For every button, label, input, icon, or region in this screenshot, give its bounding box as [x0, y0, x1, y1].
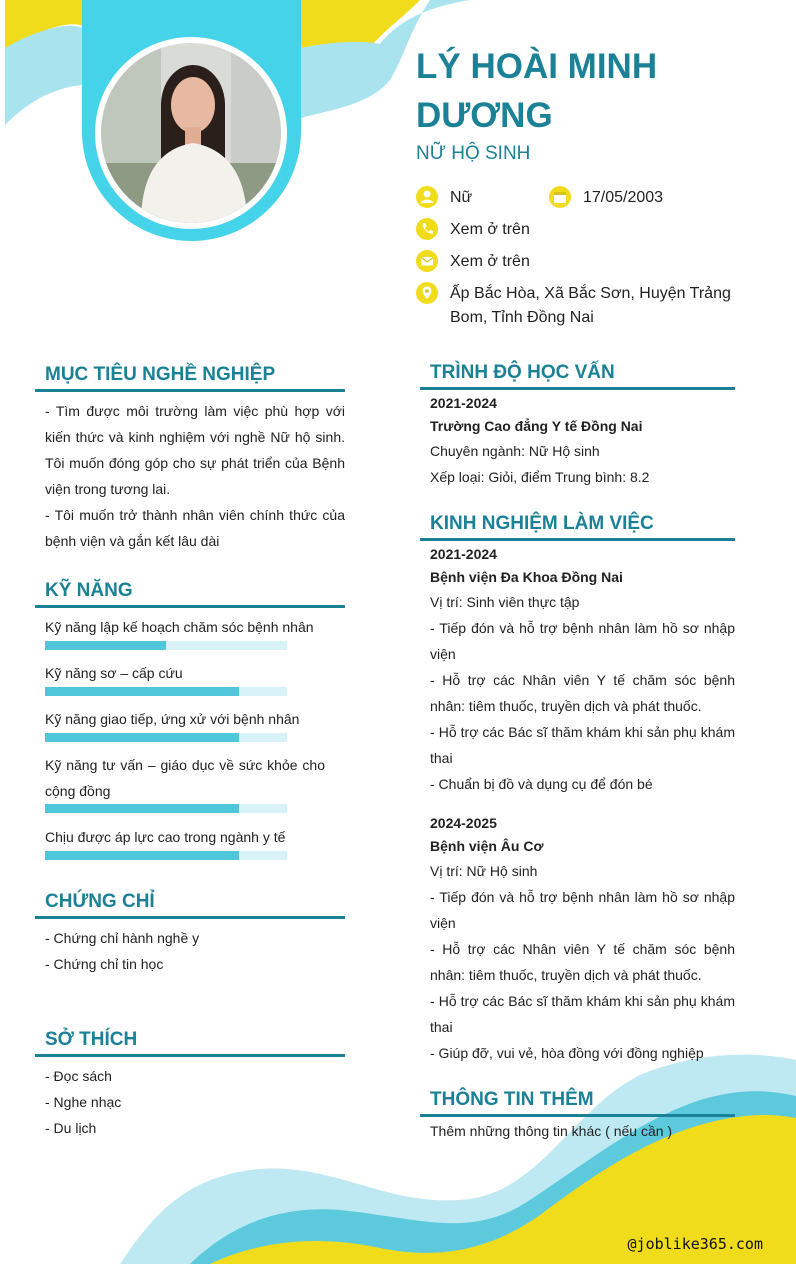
experience-title: KINH NGHIỆM LÀM VIỆC	[420, 513, 735, 541]
skill-label: Kỹ năng giao tiếp, ứng xử với bệnh nhân	[45, 711, 300, 727]
experience-job	[430, 543, 735, 797]
address-row	[416, 282, 766, 330]
location-pin-icon	[416, 282, 438, 304]
birthdate-row	[549, 186, 663, 210]
skills-title: KỸ NĂNG	[35, 580, 345, 608]
skill-bar	[45, 851, 287, 860]
phone-row	[416, 218, 530, 242]
footer-handle: @joblike365.com	[627, 1235, 763, 1253]
education-period: 2021-2024	[430, 395, 497, 411]
job-task: - Chuẩn bị đồ và dụng cụ để đón bé	[430, 776, 653, 792]
objective-title: MỤC TIÊU NGHỀ NGHIỆP	[35, 364, 345, 392]
job-title: NỮ HỘ SINH	[416, 143, 531, 164]
birthdate-value: 17/05/2003	[583, 189, 664, 206]
education-block	[430, 392, 735, 490]
job-task: - Giúp đỡ, vui vẻ, hòa đồng với đồng nghiệp	[430, 1045, 704, 1061]
additional-info-text: Thêm những thông tin khác ( nếu cần )	[430, 1123, 673, 1139]
experience-job	[430, 812, 735, 1066]
job-company: Bệnh viện Âu Cơ	[430, 838, 544, 854]
skill-bar-fill	[45, 687, 239, 696]
skill-bar-fill	[45, 641, 166, 650]
objective-text	[45, 398, 345, 554]
gender-value: Nữ	[450, 189, 473, 206]
certificate-item: - Chứng chỉ tin học	[45, 956, 164, 972]
skill-bar	[45, 641, 287, 650]
job-task: - Tiếp đón và hỗ trợ bệnh nhân làm hồ sơ nhập viện	[430, 620, 735, 662]
additional-info-title: THÔNG TIN THÊM	[420, 1089, 735, 1117]
hobby-item: - Nghe nhạc	[45, 1094, 122, 1110]
mail-icon	[416, 250, 438, 272]
job-period: 2021-2024	[430, 546, 497, 562]
certificate-item: - Chứng chỉ hành nghề y	[45, 930, 200, 946]
skill-bar-fill	[45, 733, 239, 742]
hobby-item: - Du lịch	[45, 1120, 97, 1136]
objective-line: - Tìm được môi trường làm việc phù hợp với kiến thức và kinh nghiệm với nghề Nữ hộ sinh. Tôi muốn đóng góp cho sự phát triển của Bệnh viện trong tương lai.	[45, 403, 345, 497]
candidate-name: LÝ HOÀI MINH DƯƠNG	[416, 47, 658, 135]
profile-photo	[101, 43, 281, 223]
hobbies-list	[45, 1063, 345, 1141]
education-grade: Xếp loại: Giỏi, điểm Trung bình: 8.2	[430, 469, 650, 485]
address-value: Ấp Bắc Hòa, Xã Bắc Sơn, Huyện Trảng Bom, Tỉnh Đồng Nai	[450, 285, 731, 326]
job-task: - Hỗ trợ các Nhân viên Y tế chăm sóc bệnh nhân: tiêm thuốc, truyền dịch và phát thuốc.	[430, 672, 735, 714]
skill-label: Kỹ năng tư vấn – giáo dục về sức khỏe cho cộng đồng	[45, 757, 325, 799]
education-major: Chuyên ngành: Nữ Hộ sinh	[430, 443, 600, 459]
hobby-item: - Đọc sách	[45, 1068, 112, 1084]
hobbies-title: SỞ THÍCH	[35, 1029, 345, 1057]
user-icon	[416, 186, 438, 208]
skill-bar-fill	[45, 851, 239, 860]
objective-line: - Tôi muốn trở thành nhân viên chính thức của bệnh viện và gắn kết lâu dài	[45, 507, 345, 549]
email-value: Xem ở trên	[450, 253, 530, 270]
skill-label: Chịu được áp lực cao trong ngành y tế	[45, 829, 286, 845]
job-period: 2024-2025	[430, 815, 497, 831]
calendar-icon	[549, 186, 571, 208]
phone-value: Xem ở trên	[450, 221, 530, 238]
gender-row	[416, 186, 472, 210]
skill-bar	[45, 733, 287, 742]
skill-bar	[45, 804, 287, 813]
job-position: Vị trí: Nữ Hộ sinh	[430, 863, 538, 879]
skill-bar	[45, 687, 287, 696]
certificates-title: CHỨNG CHỈ	[35, 891, 345, 919]
certificates-list	[45, 925, 345, 977]
email-row	[416, 250, 530, 274]
job-task: - Hỗ trợ các Nhân viên Y tế chăm sóc bệnh nhân: tiêm thuốc, truyền dịch và phát thuốc.	[430, 941, 735, 983]
education-title: TRÌNH ĐỘ HỌC VẤN	[420, 362, 735, 390]
job-task: - Tiếp đón và hỗ trợ bệnh nhân làm hồ sơ nhập viện	[430, 889, 735, 931]
job-company: Bệnh viện Đa Khoa Đồng Nai	[430, 569, 623, 585]
education-school: Trường Cao đẳng Y tế Đồng Nai	[430, 418, 643, 434]
skill-label: Kỹ năng sơ – cấp cứu	[45, 665, 183, 681]
skill-bar-fill	[45, 804, 239, 813]
phone-icon	[416, 218, 438, 240]
job-task: - Hỗ trợ các Bác sĩ thăm khám khi sản phụ khám thai	[430, 993, 735, 1035]
job-position: Vị trí: Sinh viên thực tập	[430, 594, 580, 610]
job-task: - Hỗ trợ các Bác sĩ thăm khám khi sản phụ khám thai	[430, 724, 735, 766]
skill-label: Kỹ năng lập kế hoạch chăm sóc bệnh nhân	[45, 619, 314, 635]
